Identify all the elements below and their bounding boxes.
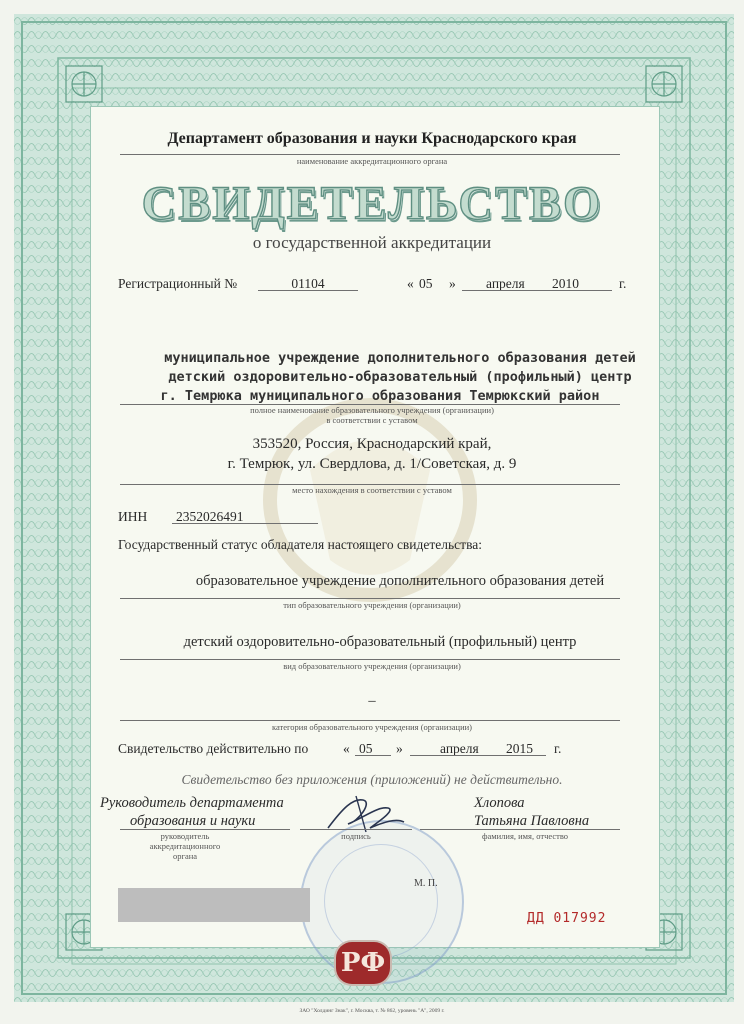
signer-name-underline xyxy=(420,829,620,830)
signer-position-line-1: Руководитель департамента xyxy=(100,795,284,811)
document-title: СВИДЕТЕЛЬСТВО xyxy=(141,177,603,230)
registration-number: 01104 xyxy=(291,276,325,291)
validity-quote-close: » xyxy=(396,741,403,756)
institution-kind-value: детский оздоровительно-образовательный (профильный) центр xyxy=(183,634,577,650)
validity-quote-open: « xyxy=(343,741,350,756)
issuer-caption: наименование аккредитационного органа xyxy=(296,156,448,166)
institution-category-underline xyxy=(120,720,620,721)
registration-number-underline xyxy=(258,290,358,291)
registration-label: Регистрационный № xyxy=(118,276,238,291)
signature-caption: подпись xyxy=(341,831,371,841)
validity-month: апреля xyxy=(440,741,479,756)
signer-name-caption: фамилия, имя, отчество xyxy=(481,831,569,841)
registration-year-suffix: г. xyxy=(619,276,627,291)
address-line-2: г. Темрюк, ул. Свердлова, д. 1/Советская, д. 9 xyxy=(227,456,517,472)
signer-position-line-2: образования и науки xyxy=(130,813,256,829)
signature-underline xyxy=(300,829,412,830)
institution-category-caption: категория образовательного учреждения (организации) xyxy=(271,722,472,732)
issuer-underline xyxy=(120,154,620,155)
rf-logo: РФ xyxy=(336,942,390,984)
printer-footer: ЗАО "Холдинг Знак", г. Москва, т. № 862, уровень "А", 2009 г. xyxy=(299,1008,445,1014)
serial-number: ДД 017992 xyxy=(527,911,607,926)
signer-position-caption-3: органа xyxy=(172,851,198,861)
signer-given-names: Татьяна Павловна xyxy=(474,813,590,829)
registration-year: 2010 xyxy=(552,276,579,291)
status-heading: Государственный статус обладателя настоящего свидетельства: xyxy=(118,537,483,552)
signer-position-caption-2: аккредитационного xyxy=(149,841,221,851)
address-line-1: 353520, Россия, Краснодарский край, xyxy=(252,436,492,452)
signer-position-caption-1: руководитель xyxy=(160,831,210,841)
issuer-name: Департамент образования и науки Краснодарского края xyxy=(167,130,577,147)
registration-quote-close: » xyxy=(449,276,456,291)
validity-label: Свидетельство действительно по xyxy=(118,741,309,756)
validity-date-underline xyxy=(410,755,546,756)
validity-day: 05 xyxy=(359,741,373,756)
validity-note: Свидетельство без приложения (приложений) не действительно. xyxy=(181,772,563,787)
registration-quote-open: « xyxy=(407,276,414,291)
organization-name-line-1: муниципальное учреждение дополнительного образования детей xyxy=(164,350,636,366)
organization-caption-1: полное наименование образовательного учреждения (организации) xyxy=(250,405,494,415)
inn-value: 2352026491 xyxy=(176,509,244,524)
signer-position-underline xyxy=(120,829,290,830)
registration-month: апреля xyxy=(486,276,525,291)
signer-surname: Хлопова xyxy=(474,795,525,811)
organization-caption-2: в соответствии с уставом xyxy=(326,415,418,425)
institution-type-caption: тип образовательного учреждения (организации) xyxy=(283,600,461,610)
institution-category-value: – xyxy=(368,693,376,709)
validity-year-suffix: г. xyxy=(554,741,562,756)
institution-kind-underline xyxy=(120,659,620,660)
validity-day-underline xyxy=(355,755,391,756)
institution-kind-caption: вид образовательного учреждения (организации) xyxy=(283,661,461,671)
institution-type-underline xyxy=(120,598,620,599)
registration-day: 05 xyxy=(419,276,433,291)
inn-underline xyxy=(172,523,318,524)
validity-year: 2015 xyxy=(506,741,533,756)
redacted-area xyxy=(118,888,310,922)
institution-type-value: образовательное учреждение дополнительного образования детей xyxy=(195,573,605,589)
inn-label: ИНН xyxy=(118,509,148,524)
address-caption: место нахождения в соответствии с уставом xyxy=(292,485,452,495)
document-subtitle: о государственной аккредитации xyxy=(252,233,492,252)
registration-date-underline xyxy=(462,290,612,291)
organization-name-line-3: г. Темрюка муниципального образования Темрюкский район xyxy=(160,388,600,404)
organization-name-line-2: детский оздоровительно-образовательный (профильный) центр xyxy=(168,369,632,385)
stamp-place-label: М. П. xyxy=(414,878,438,889)
